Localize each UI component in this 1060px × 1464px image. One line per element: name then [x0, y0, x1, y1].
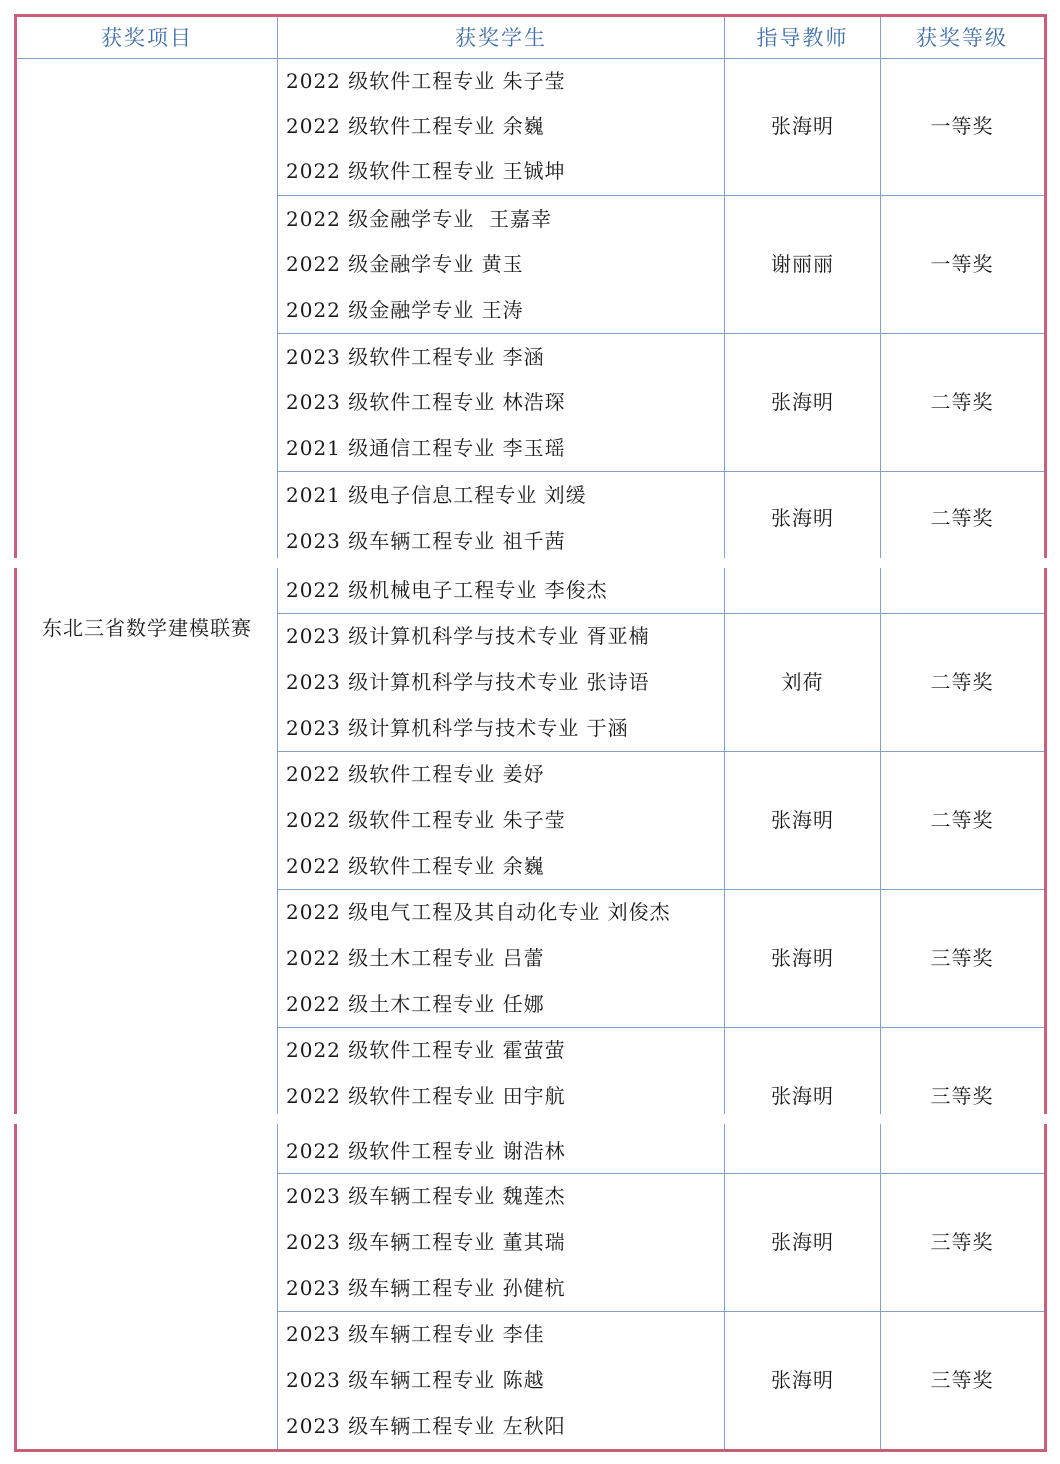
student-entry: 2023 级车辆工程专业 陈越 [286, 1368, 545, 1392]
student-entry: 2022 级电气工程及其自动化专业 刘俊杰 [286, 900, 671, 924]
award-level: 一等奖 [930, 114, 994, 138]
column-divider [277, 1124, 278, 1449]
student-entry: 2023 级车辆工程专业 孙健杭 [286, 1276, 566, 1300]
award-level: 二等奖 [930, 808, 994, 832]
column-divider [724, 1124, 725, 1449]
student-entry: 2023 级车辆工程专业 李佳 [286, 1322, 545, 1346]
student-entry: 2023 级车辆工程专业 左秋阳 [286, 1414, 566, 1438]
student-entry: 2022 级软件工程专业 余巍 [286, 854, 545, 878]
row-divider [278, 1311, 1044, 1312]
project-name: 东北三省数学建模联赛 [42, 616, 252, 640]
award-level: 三等奖 [930, 1084, 994, 1108]
row-divider [278, 1027, 1044, 1028]
student-entry: 2022 级金融学专业 王嘉幸 [286, 207, 552, 231]
column-divider [277, 568, 278, 1114]
row-divider [278, 889, 1044, 890]
advisor-name: 刘荷 [781, 670, 824, 694]
award-level: 二等奖 [930, 670, 994, 694]
header-level: 获奖等级 [916, 26, 1008, 50]
column-divider [724, 568, 725, 1114]
advisor-name: 张海明 [771, 1084, 834, 1108]
student-entry: 2023 级车辆工程专业 董其瑞 [286, 1230, 566, 1254]
award-level: 一等奖 [930, 252, 994, 276]
column-divider [880, 568, 881, 1114]
header-project: 获奖项目 [101, 26, 193, 50]
student-entry: 2022 级机械电子工程专业 李俊杰 [286, 578, 608, 602]
student-entry: 2023 级车辆工程专业 魏莲杰 [286, 1184, 566, 1208]
advisor-name: 张海明 [771, 506, 834, 530]
student-entry: 2022 级软件工程专业 朱子莹 [286, 808, 566, 832]
student-entry: 2022 级土木工程专业 吕蕾 [286, 946, 545, 970]
row-divider [278, 1173, 1044, 1174]
header-students: 获奖学生 [455, 26, 547, 50]
advisor-name: 张海明 [771, 1368, 834, 1392]
student-entry: 2022 级软件工程专业 谢浩林 [286, 1139, 566, 1163]
column-divider [724, 17, 725, 558]
student-entry: 2023 级计算机科学与技术专业 张诗语 [286, 670, 650, 694]
award-level: 三等奖 [930, 1230, 994, 1254]
award-level: 三等奖 [930, 1368, 994, 1392]
award-level: 三等奖 [930, 946, 994, 970]
advisor-name: 张海明 [771, 808, 834, 832]
advisor-name: 张海明 [771, 1230, 834, 1254]
student-entry: 2023 级计算机科学与技术专业 胥亚楠 [286, 624, 650, 648]
student-entry: 2021 级电子信息工程专业 刘缓 [286, 483, 587, 507]
student-entry: 2023 级软件工程专业 林浩琛 [286, 390, 566, 414]
award-level: 二等奖 [930, 390, 994, 414]
advisor-name: 张海明 [771, 946, 834, 970]
student-entry: 2022 级金融学专业 王涛 [286, 298, 524, 322]
column-divider [277, 17, 278, 558]
row-divider [278, 613, 1044, 614]
column-divider [880, 17, 881, 558]
student-entry: 2022 级软件工程专业 余巍 [286, 114, 545, 138]
student-entry: 2022 级软件工程专业 王铖坤 [286, 159, 566, 183]
advisor-name: 张海明 [771, 390, 834, 414]
page-frame-middle [14, 568, 1047, 1114]
student-entry: 2021 级通信工程专业 李玉瑶 [286, 436, 566, 460]
award-level: 二等奖 [930, 506, 994, 530]
student-entry: 2022 级软件工程专业 霍萤萤 [286, 1038, 566, 1062]
student-entry: 2022 级金融学专业 黄玉 [286, 252, 524, 276]
row-divider [278, 195, 1044, 196]
student-entry: 2022 级软件工程专业 田宇航 [286, 1084, 566, 1108]
row-divider [278, 471, 1044, 472]
advisor-name: 谢丽丽 [771, 252, 834, 276]
student-entry: 2022 级软件工程专业 姜妤 [286, 762, 545, 786]
advisor-name: 张海明 [771, 114, 834, 138]
row-divider [278, 333, 1044, 334]
student-entry: 2023 级计算机科学与技术专业 于涵 [286, 716, 629, 740]
page-frame-top [14, 14, 1047, 558]
row-divider [278, 751, 1044, 752]
column-divider [880, 1124, 881, 1449]
student-entry: 2022 级土木工程专业 任娜 [286, 992, 545, 1016]
student-entry: 2022 级软件工程专业 朱子莹 [286, 69, 566, 93]
header-advisor: 指导教师 [756, 26, 849, 50]
student-entry: 2023 级软件工程专业 李涵 [286, 345, 545, 369]
student-entry: 2023 级车辆工程专业 祖千茜 [286, 529, 566, 553]
